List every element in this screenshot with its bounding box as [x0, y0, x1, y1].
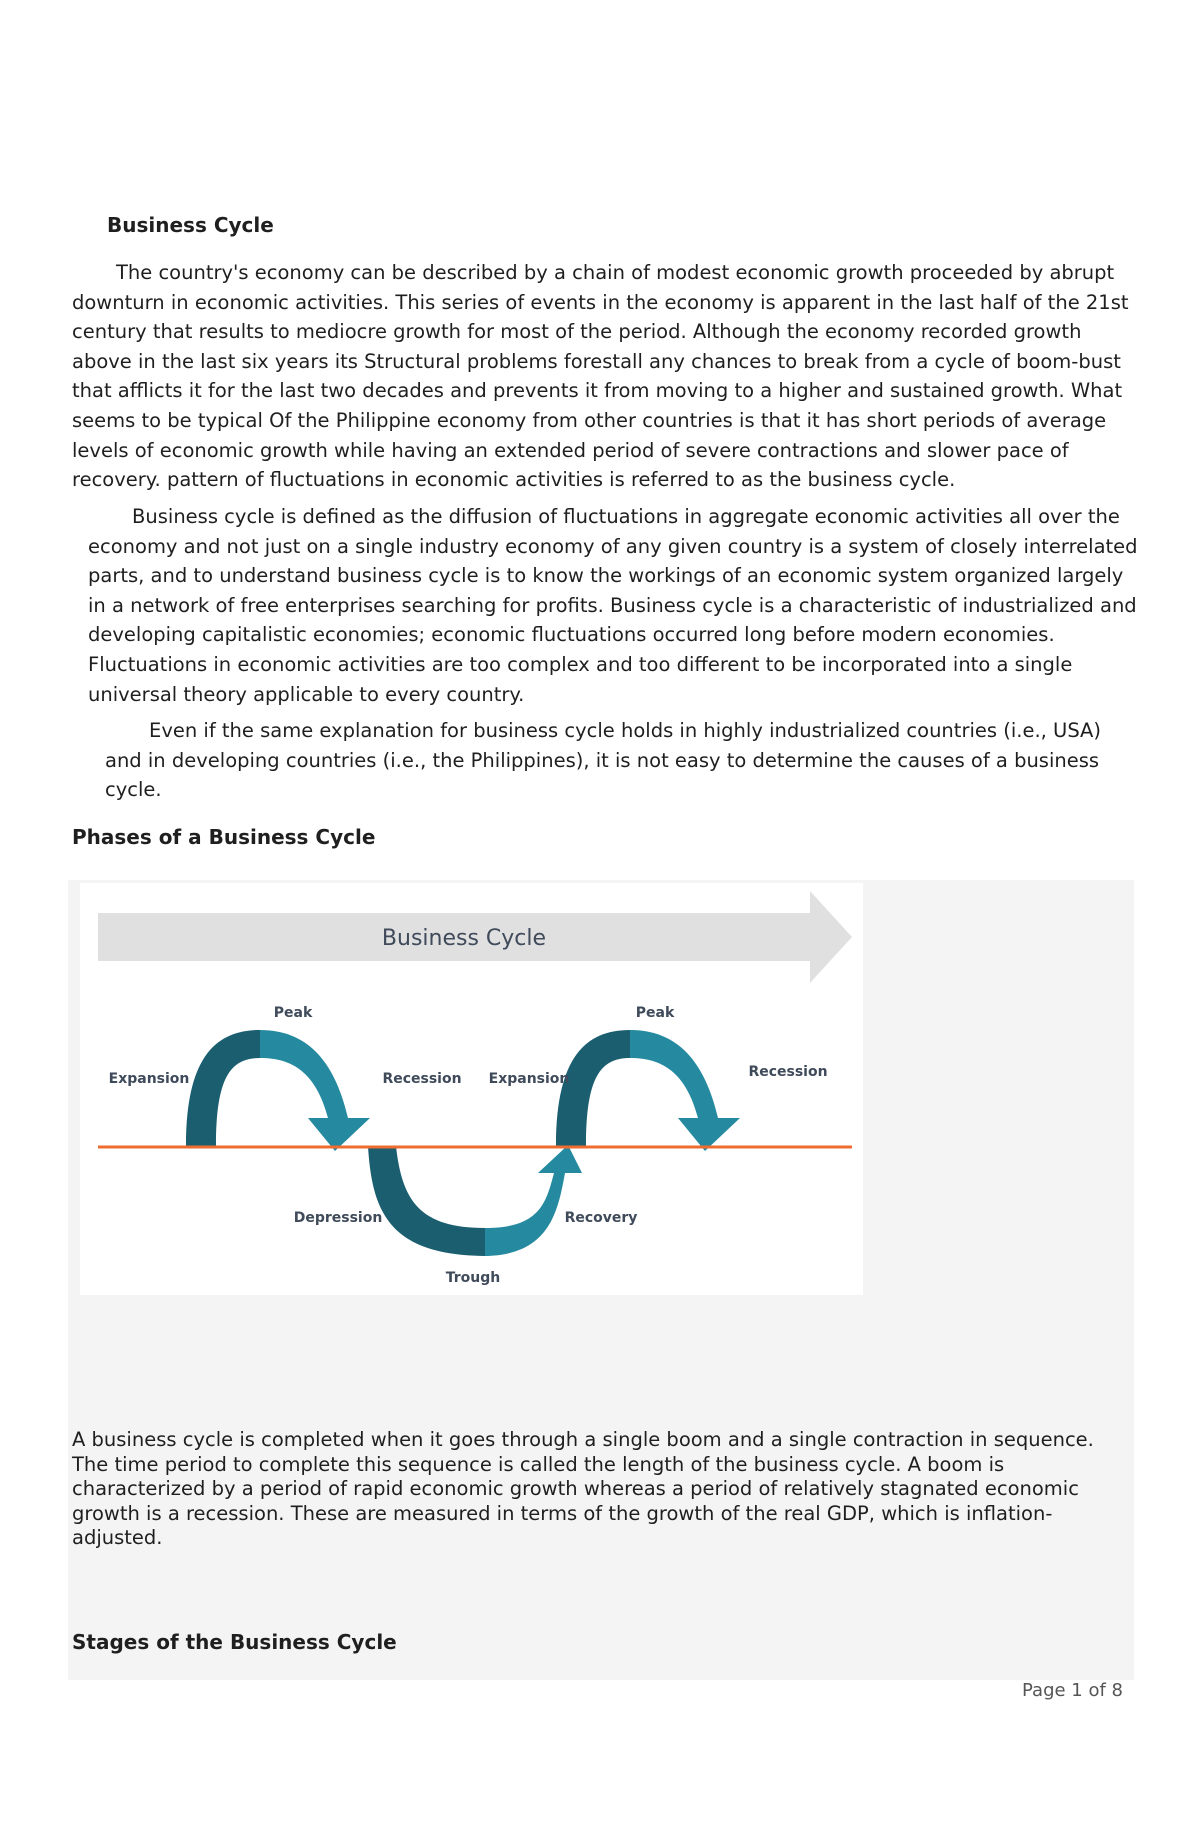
label-depression: Depression	[293, 1210, 383, 1226]
label-peak-2: Peak	[635, 1005, 675, 1021]
label-expansion-1: Expansion	[108, 1071, 190, 1087]
section-title: Business Cycle	[107, 213, 274, 237]
intro-paragraph: The country's economy can be described by a chain of modest economic growth proceeded by abrupt downturn in economic activities. This series of events in the economy is apparent in the last half of the 21st century that results to mediocre growth for most of the period. Although the economy recorded growth above in the last six years its Structural problems forestall any chances to break from a cycle of boom-bust that afflicts it for the last two decades and prevents it from moving to a higher and sustained growth. What seems to be typical Of the Philippine economy from other countries is that it has short periods of average levels of economic growth while having an extended period of severe contractions and slower pace of recovery. pattern of fluctuations in economic activities is referred to as the business cycle.	[72, 261, 1129, 492]
recession-arc-2	[630, 1030, 740, 1151]
label-recovery: Recovery	[564, 1210, 638, 1226]
recession-arc-1	[260, 1030, 370, 1151]
label-peak-1: Peak	[273, 1005, 313, 1021]
business-cycle-diagram	[80, 883, 863, 1295]
causes-paragraph: Even if the same explanation for business cycle holds in highly industrialized countries (i.e., USA) and in developing countries (i.e., the Philippines), it is not easy to determine the causes of a business cycle.	[105, 719, 1102, 802]
diagram-svg	[80, 883, 863, 1295]
depression-arc	[368, 1146, 485, 1256]
label-expansion-2: Expansion	[488, 1071, 570, 1087]
definition-paragraph: Business cycle is defined as the diffusion of fluctuations in aggregate economic activities all over the economy and not just on a single industry economy of any given country is a system of closely interrelated parts, and to understand business cycle is to know the workings of an economic system organized largely in a network of free enterprises searching for profits. Business cycle is a characteristic of industrialized and developing capitalistic economies; economic fluctuations occurred long before modern economies. Fluctuations in economic activities are too complex and too different to be incorporated into a single universal theory applicable to every country.	[88, 505, 1138, 706]
label-trough: Trough	[445, 1270, 501, 1286]
label-recession-2: Recession	[748, 1064, 828, 1080]
summary-paragraph: A business cycle is completed when it goes through a single boom and a single contraction in sequence. The time period to complete this sequence is called the length of the business cycle. A boom is characterized by a period of rapid economic growth whereas a period of relatively stagnated economic growth is a recession. These are measured in terms of the growth of the real GDP, which is inflation-adjusted.	[72, 1428, 1094, 1549]
recovery-arc	[485, 1145, 582, 1256]
expansion-arc-2	[556, 1030, 630, 1146]
phases-heading: Phases of a Business Cycle	[72, 825, 376, 849]
label-recession-1: Recession	[382, 1071, 462, 1087]
page-number: Page 1 of 8	[1022, 1680, 1123, 1701]
expansion-arc-1	[186, 1030, 260, 1146]
stages-heading: Stages of the Business Cycle	[72, 1630, 397, 1654]
banner-label: Business Cycle	[381, 926, 547, 951]
